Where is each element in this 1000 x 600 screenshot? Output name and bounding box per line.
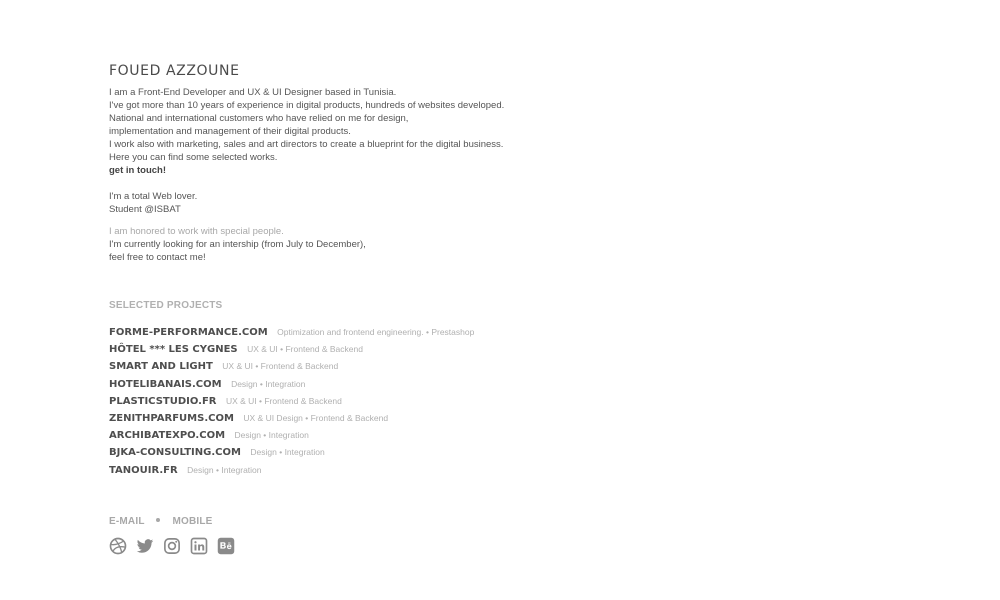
list-item [109, 374, 709, 391]
get-in-touch-link[interactable]: get in touch! [109, 165, 166, 176]
list-item [109, 442, 709, 459]
project-link-hotel-les-cygnes[interactable]: HÔTEL *** LES CYGNES [109, 344, 238, 356]
bio-line: I am a Front-End Developer and UX & UI Designer based in Tunisia. [109, 87, 397, 98]
project-link-tanouir[interactable]: TANOUIR.FR [109, 464, 178, 476]
project-tags: Design • Integration [250, 447, 325, 458]
project-link-zenithparfums[interactable]: ZENITHPARFUMS.COM [109, 412, 234, 424]
list-item [109, 460, 709, 477]
selected-projects-heading: SELECTED PROJECTS [109, 300, 223, 311]
dribbble-icon [109, 537, 127, 555]
behance-icon [217, 537, 235, 555]
web-lover-line: I'm a total Web lover. [109, 191, 198, 202]
bio-line: Here you can find some selected works. [109, 152, 278, 163]
social-links [109, 537, 709, 555]
separator-dot [156, 518, 160, 522]
honored-line: I am honored to work with special people. [109, 226, 284, 237]
bio-line: National and international customers who have relied on me for design, [109, 113, 409, 124]
linkedin-link[interactable] [190, 537, 208, 555]
instagram-icon [163, 537, 181, 555]
bio-line: I've got more than 10 years of experience in digital products, hundreds of websites developed. [109, 100, 505, 111]
internship-line: I'm currently looking for an intership (from July to December), [109, 239, 366, 250]
mobile-link[interactable]: MOBILE [172, 515, 213, 527]
student-line: Student @ISBAT [109, 204, 181, 215]
project-link-plasticstudio[interactable]: PLASTICSTUDIO.FR [109, 395, 217, 407]
project-link-hotelibanais[interactable]: HOTELIBANAIS.COM [109, 378, 222, 390]
twitter-icon [136, 537, 154, 555]
project-link-forme-performance[interactable]: FORME-PERFORMANCE.COM [109, 327, 268, 338]
project-tags: Design • Integration [187, 464, 262, 475]
list-item [109, 391, 709, 408]
instagram-link[interactable] [163, 537, 181, 555]
project-tags: UX & UI • Frontend & Backend [247, 344, 363, 355]
project-tags: Optimization and frontend engineering. • Prestashop [277, 327, 475, 337]
project-tags: UX & UI • Frontend & Backend [222, 361, 339, 372]
project-tags: UX & UI Design • Frontend & Backend [243, 412, 389, 423]
bio [109, 86, 709, 264]
list-item [109, 339, 709, 356]
project-tags: Design • Integration [231, 378, 306, 389]
project-list [109, 322, 709, 477]
project-link-smart-and-light[interactable]: SMART AND LIGHT [109, 361, 213, 373]
list-item [109, 322, 709, 339]
spacer [109, 216, 709, 225]
contact-links [109, 515, 709, 529]
dribbble-link[interactable] [109, 537, 127, 555]
bio-line: I work also with marketing, sales and art directors to create a blueprint for the digital business. [109, 139, 504, 150]
twitter-link[interactable] [136, 537, 154, 555]
spacer [109, 177, 709, 190]
list-item [109, 408, 709, 425]
behance-link[interactable] [217, 537, 235, 555]
project-tags: Design • Integration [234, 430, 309, 441]
list-item [109, 356, 709, 373]
project-tags: UX & UI • Frontend & Backend [225, 395, 342, 406]
linkedin-icon [190, 537, 208, 555]
project-link-bjka-consulting[interactable]: BJKA-CONSULTING.COM [109, 447, 241, 459]
contact-me-line: feel free to contact me! [109, 252, 206, 263]
project-link-archibatexpo[interactable]: ARCHIBATEXPO.COM [109, 430, 226, 442]
list-item [109, 425, 709, 442]
page-title: FOUED AZZOUNE [109, 63, 240, 79]
email-link[interactable]: E-MAIL [109, 515, 145, 527]
bio-line: implementation and management of their digital products. [109, 126, 351, 137]
profile-container [109, 62, 709, 555]
